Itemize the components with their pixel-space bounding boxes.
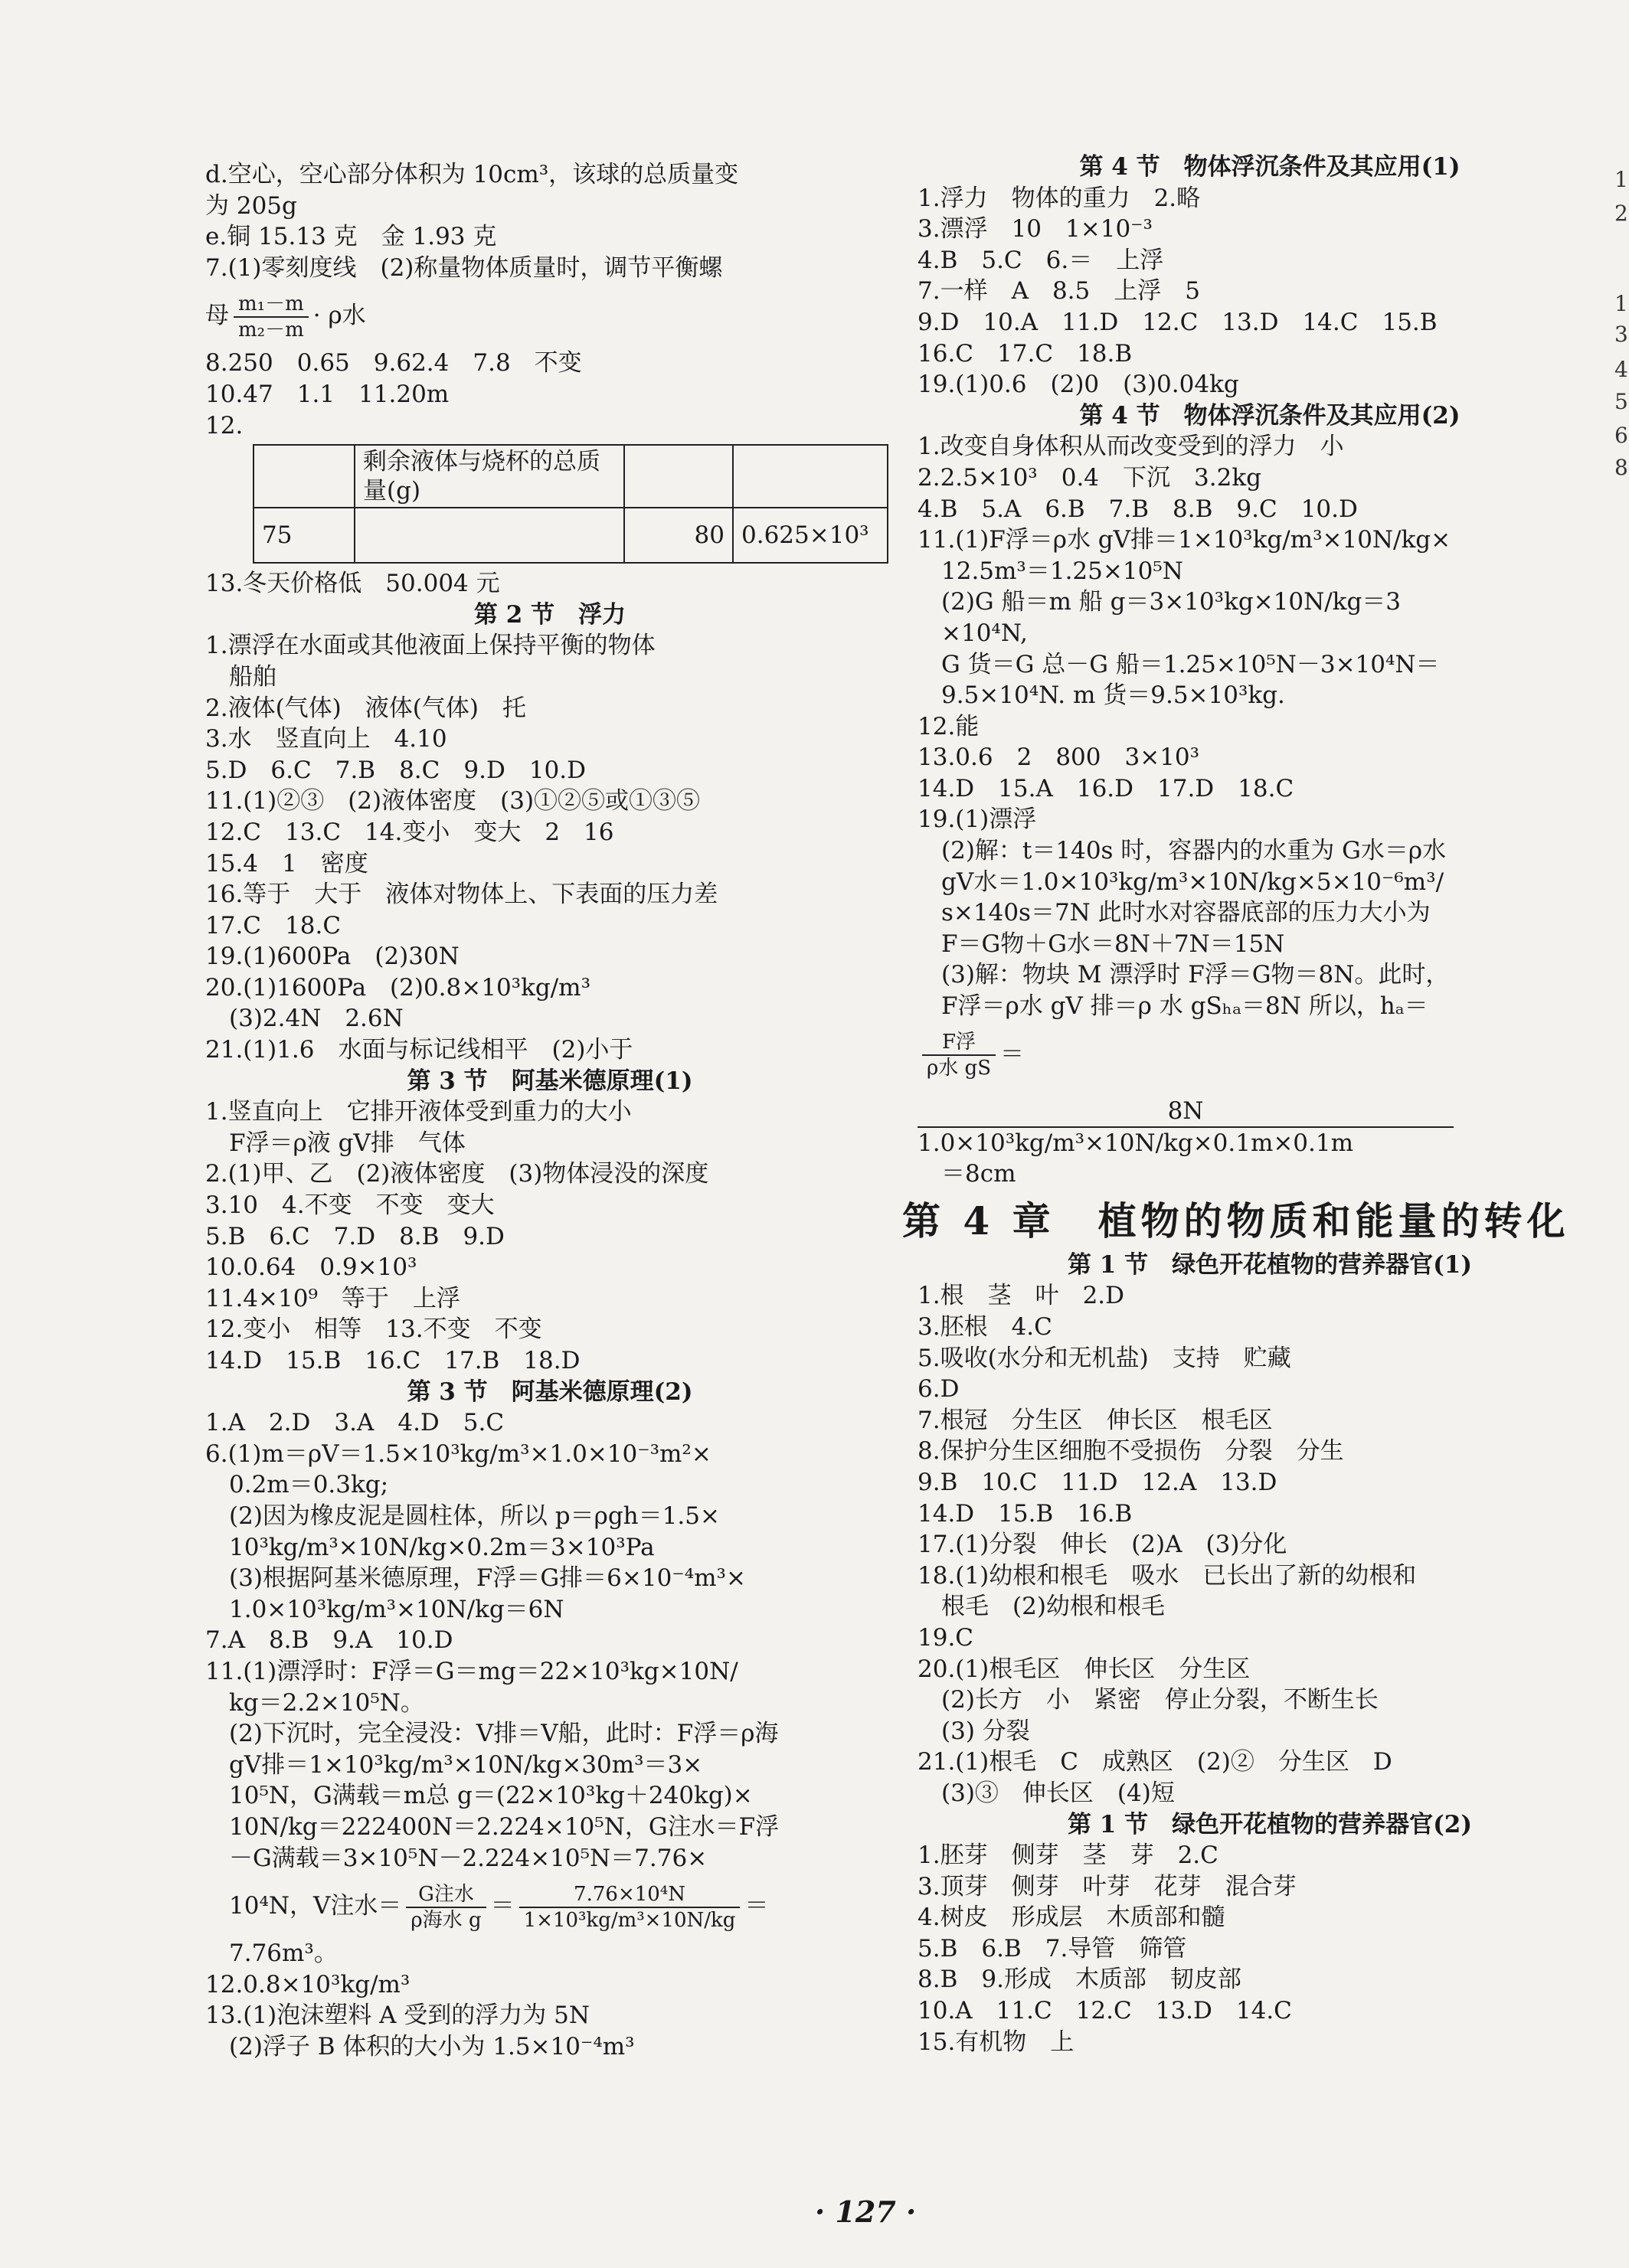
fraction-numerator: 7.76×10⁴N <box>519 1882 741 1908</box>
formula-equals: ＝ <box>1000 1040 1025 1068</box>
fraction-denominator: 1.0×10³kg/m³×10N/kg×0.1m×0.1m <box>918 1129 1354 1157</box>
answer-line: 1.A 2.D 3.A 4.D 5.C <box>205 1409 505 1437</box>
answer-line: 14.D 15.B 16.B <box>918 1499 1133 1528</box>
data-table <box>253 444 888 564</box>
formula-prefix: 10⁴N，V注水＝ <box>205 1892 402 1920</box>
edge-mark: 8 <box>1614 455 1628 480</box>
answer-line: 19.(1)漂浮 <box>918 806 1037 834</box>
left-column <box>205 159 895 2062</box>
table-header-cell <box>624 445 733 508</box>
answer-line: 2.(1)甲、乙 (2)液体密度 (3)物体浸没的深度 <box>205 1160 709 1188</box>
answer-line: 1.改变自身体积从而改变受到的浮力 小 <box>918 433 1344 461</box>
answer-line: 2.液体(气体) 液体(气体) 托 <box>205 694 526 722</box>
fraction-denominator: ρ水 gS <box>927 1057 992 1080</box>
answer-line: 6.(1)m＝ρV＝1.5×10³kg/m³×1.0×10⁻³m²× <box>205 1440 711 1468</box>
answer-line: 19.(1)0.6 (2)0 (3)0.04kg <box>918 371 1239 399</box>
answer-line: 1.根 茎 叶 2.D <box>918 1282 1125 1310</box>
answer-line: 12.0.8×10³kg/m³ <box>205 1970 411 1998</box>
formula-line <box>205 1874 895 1938</box>
section-title: 第 2 节 浮力 <box>473 600 626 629</box>
answer-line: (3) 分裂 <box>918 1717 1030 1745</box>
answer-line: 21.(1)根毛 C 成熟区 (2)② 分生区 D <box>918 1748 1392 1776</box>
answer-line: 2.2.5×10³ 0.4 下沉 3.2kg <box>918 463 1261 492</box>
answer-line: 12.能 <box>918 712 980 740</box>
answer-line: 12. <box>205 411 244 440</box>
table-cell: 75 <box>254 508 355 563</box>
answer-line: 16.C 17.C 18.B <box>918 339 1133 368</box>
table-cell <box>355 508 624 563</box>
answer-line: 5.吸收(水分和无机盐) 支持 贮藏 <box>918 1344 1291 1372</box>
answer-line: F浮＝ρ水 gV 排＝ρ 水 gSₕₐ＝8N 所以，hₐ＝ <box>918 992 1428 1021</box>
answer-line: e.铜 15.13 克 金 1.93 克 <box>205 223 497 251</box>
fraction <box>406 1882 486 1933</box>
answer-line: (3)2.4N 2.6N <box>205 1005 404 1033</box>
answer-line: 11.(1)漂浮时：F浮＝G＝mg＝22×10³kg×10N/ <box>205 1657 738 1685</box>
answer-line: 8.250 0.65 9.62.4 7.8 不变 <box>205 349 582 377</box>
table-cell: 0.625×10³ <box>733 508 888 563</box>
page-number: · 127 · <box>815 2194 917 2229</box>
answer-line: gV水＝1.0×10³kg/m³×10N/kg×5×10⁻⁶m³/ <box>918 868 1444 896</box>
answer-line: 12.5m³＝1.25×10⁵N <box>918 557 1183 585</box>
answer-line: 19.(1)600Pa (2)30N <box>205 943 460 971</box>
answer-line: 13.冬天价格低 50.004 元 <box>205 570 500 598</box>
answer-line: (2)浮子 B 体积的大小为 1.5×10⁻⁴m³ <box>205 2032 635 2060</box>
answer-line: 9.B 10.C 11.D 12.A 13.D <box>918 1468 1277 1496</box>
answer-line: 6.D <box>918 1375 960 1404</box>
answer-line: 3.胚根 4.C <box>918 1313 1052 1341</box>
answer-line: 20.(1)1600Pa (2)0.8×10³kg/m³ <box>205 973 591 1002</box>
formula-suffix: · ρ水 <box>312 302 366 330</box>
answer-line: 11.(1)F浮＝ρ水 gV排＝1×10³kg/m³×10N/kg× <box>918 526 1451 554</box>
formula-prefix: 母 <box>205 302 229 330</box>
answer-line: 3.10 4.不变 不变 变大 <box>205 1191 495 1220</box>
answer-line: 14.D 15.A 16.D 17.D 18.C <box>918 774 1294 802</box>
edge-mark: 6 <box>1614 423 1628 448</box>
answer-line: 10N/kg＝222400N＝2.224×10⁵N，G注水＝F浮 <box>205 1812 780 1841</box>
edge-mark: 1 <box>1614 291 1628 316</box>
edge-mark: 5 <box>1614 389 1628 414</box>
answer-line: 12.C 13.C 14.变小 变大 2 16 <box>205 818 614 846</box>
edge-mark: 2 <box>1614 201 1628 226</box>
answer-line: 5.B 6.C 7.D 8.B 9.D <box>205 1222 505 1250</box>
formula-suffix: ＝ <box>744 1892 769 1920</box>
table-header-cell <box>254 445 355 508</box>
answer-line: kg＝2.2×10⁵N。 <box>205 1688 424 1717</box>
answer-line: 13.(1)泡沫塑料 A 受到的浮力为 5N <box>205 2002 590 2030</box>
fraction-denominator: ρ海水 g <box>411 1908 482 1932</box>
answer-line: 5.B 6.B 7.导管 筛管 <box>918 1934 1187 1962</box>
answer-line: 4.B 5.A 6.B 7.B 8.B 9.C 10.D <box>918 495 1358 523</box>
answer-line: 1.浮力 物体的重力 2.略 <box>918 184 1201 212</box>
section-title: 第 4 节 物体浮沉条件及其应用(1) <box>1079 153 1461 181</box>
answer-line: d.空心，空心部分体积为 10cm³，该球的总质量变 <box>205 161 739 188</box>
answer-line: 15.4 1 密度 <box>205 849 368 877</box>
answer-line: 10⁵N，G满载＝m总 g＝(22×10³kg＋240kg)× <box>205 1782 753 1810</box>
answer-line: ×10⁴N, <box>918 619 1028 647</box>
answer-line: 5.D 6.C 7.B 8.C 9.D 10.D <box>205 756 586 784</box>
answer-line: 10.47 1.1 11.20m <box>205 380 450 408</box>
edge-mark: 1 <box>1614 167 1628 192</box>
fraction-denominator: m₂－m <box>238 318 304 342</box>
answer-line: F浮＝ρ液 gV排 气体 <box>205 1129 466 1157</box>
answer-line: 18.(1)幼根和根毛 吸水 已长出了新的幼根和 <box>918 1561 1417 1590</box>
answer-line: 7.一样 A 8.5 上浮 5 <box>918 277 1200 306</box>
answer-line: 0.2m＝0.3kg; <box>205 1471 389 1499</box>
answer-line: 为 205g <box>205 191 297 220</box>
answer-line: (2)因为橡皮泥是圆柱体，所以 p＝ρgh＝1.5× <box>205 1502 720 1530</box>
answer-line: 21.(1)1.6 水面与标记线相平 (2)小于 <box>205 1036 633 1064</box>
answer-line: (3)解：物块 M 漂浮时 F浮＝G物＝8N。此时， <box>918 961 1450 989</box>
edge-mark: 3 <box>1614 322 1628 347</box>
answer-line: 17.C 18.C <box>205 911 342 940</box>
answer-line: ＝8cm <box>918 1160 1016 1188</box>
fraction <box>918 1096 1622 1159</box>
answer-line: 3.水 竖直向上 4.10 <box>205 725 447 753</box>
formula-line <box>205 283 895 348</box>
fraction-numerator: F浮 <box>922 1030 996 1056</box>
answer-line: 9.D 10.A 11.D 12.C 13.D 14.C 15.B <box>918 308 1438 336</box>
answer-line: (3)③ 伸长区 (4)短 <box>918 1779 1175 1807</box>
section-title: 第 3 节 阿基米德原理(2) <box>407 1377 693 1406</box>
chapter-title: 第 4 章 植物的物质和能量的转化 <box>902 1198 1570 1243</box>
answer-line: G 货＝G 总－G 船＝1.25×10⁵N－3×10⁴N＝ <box>918 650 1440 678</box>
answer-line: 10.A 11.C 12.C 13.D 14.C <box>918 1997 1292 2025</box>
answer-line: 12.变小 相等 13.不变 不变 <box>205 1315 542 1344</box>
answer-line: 11.4×10⁹ 等于 上浮 <box>205 1284 460 1312</box>
right-column <box>902 152 1622 2057</box>
edge-mark: 4 <box>1614 357 1628 382</box>
section-title: 第 4 节 物体浮沉条件及其应用(2) <box>1079 401 1461 430</box>
answer-line: (2)下沉时，完全浸没：V排＝V船，此时：F浮＝ρ海 <box>205 1720 779 1748</box>
answer-line: 3.漂浮 10 1×10⁻³ <box>918 215 1153 243</box>
section-title: 第 3 节 阿基米德原理(1) <box>407 1067 693 1095</box>
answer-line: 7.A 8.B 9.A 10.D <box>205 1626 453 1655</box>
answer-line: 7.76m³。 <box>205 1940 338 1968</box>
answer-line: 20.(1)根毛区 伸长区 分生区 <box>918 1655 1251 1683</box>
answer-line: 13.0.6 2 800 3×10³ <box>918 743 1200 772</box>
answer-line: s×140s＝7N 此时水对容器底部的压力大小为 <box>918 899 1431 927</box>
fraction-numerator: G注水 <box>406 1882 486 1908</box>
answer-line: (2)长方 小 紧密 停止分裂，不断生长 <box>918 1686 1379 1714</box>
answer-line: F＝G物＋G水＝8N＋7N＝15N <box>918 930 1285 958</box>
answer-line: 15.有机物 上 <box>918 2028 1075 2056</box>
answer-line: gV排＝1×10³kg/m³×10N/kg×30m³＝3× <box>205 1750 703 1779</box>
answer-line: 1.竖直向上 它排开液体受到重力的大小 <box>205 1098 632 1126</box>
answer-line: 4.树皮 形成层 木质部和髓 <box>918 1904 1225 1932</box>
formula-line <box>918 1022 1622 1087</box>
answer-line: 10.0.64 0.9×10³ <box>205 1253 417 1282</box>
fraction-denominator: 1×10³kg/m³×10N/kg <box>523 1908 736 1932</box>
fraction-numerator: m₁－m <box>234 292 309 318</box>
table-header-cell <box>733 445 888 508</box>
answer-line: 3.顶芽 侧芽 叶芽 花芽 混合芽 <box>918 1872 1297 1900</box>
answer-line: 11.(1)②③ (2)液体密度 (3)①②⑤或①③⑤ <box>205 787 701 815</box>
answer-line: 1.胚芽 侧芽 茎 芽 2.C <box>918 1842 1218 1870</box>
fraction-numerator: 8N <box>918 1096 1454 1128</box>
answer-line: 19.C <box>918 1623 974 1652</box>
answer-line: －G满载＝3×10⁵N－2.224×10⁵N＝7.76× <box>205 1844 708 1872</box>
answer-line: (2)解：t＝140s 时，容器内的水重为 G水＝ρ水 <box>918 837 1447 865</box>
answer-line: 1.漂浮在水面或其他液面上保持平衡的物体 <box>205 632 656 660</box>
fraction <box>234 292 309 342</box>
fraction <box>922 1030 996 1080</box>
answer-line: 根毛 (2)幼根和根毛 <box>918 1593 1165 1621</box>
answer-line: (3)根据阿基米德原理，F浮＝G排＝6×10⁻⁴m³× <box>205 1564 746 1593</box>
answer-line: 10³kg/m³×10N/kg×0.2m＝3×10³Pa <box>205 1533 655 1561</box>
answer-line: 8.保护分生区细胞不受损伤 分裂 分生 <box>918 1437 1344 1466</box>
answer-line: 16.等于 大于 液体对物体上、下表面的压力差 <box>205 881 718 909</box>
answer-line: 7.(1)零刻度线 (2)称量物体质量时，调节平衡螺 <box>205 253 723 282</box>
table-header-cell: 剩余液体与烧杯的总质量(g) <box>355 445 624 508</box>
answer-line: 4.B 5.C 6.＝ 上浮 <box>918 246 1164 274</box>
answer-line: 船舶 <box>205 662 276 691</box>
answer-line: 17.(1)分裂 伸长 (2)A (3)分化 <box>918 1531 1287 1559</box>
answer-line: 14.D 15.B 16.C 17.B 18.D <box>205 1347 581 1374</box>
section-title: 第 1 节 绿色开花植物的营养器官(2) <box>1067 1810 1473 1838</box>
formula-equals: ＝ <box>490 1892 515 1920</box>
section-title: 第 1 节 绿色开花植物的营养器官(1) <box>1067 1250 1473 1279</box>
answer-line: 9.5×10⁴N. m 货＝9.5×10³kg. <box>918 681 1285 710</box>
answer-line: 8.B 9.形成 木质部 韧皮部 <box>918 1966 1241 1994</box>
answer-line: (2)G 船＝m 船 g＝3×10³kg×10N/kg＝3 <box>918 588 1402 616</box>
fraction <box>519 1882 741 1933</box>
table-cell: 80 <box>624 508 733 563</box>
answer-line: 1.0×10³kg/m³×10N/kg＝6N <box>205 1595 564 1623</box>
answer-line: 7.根冠 分生区 伸长区 根毛区 <box>918 1406 1273 1434</box>
